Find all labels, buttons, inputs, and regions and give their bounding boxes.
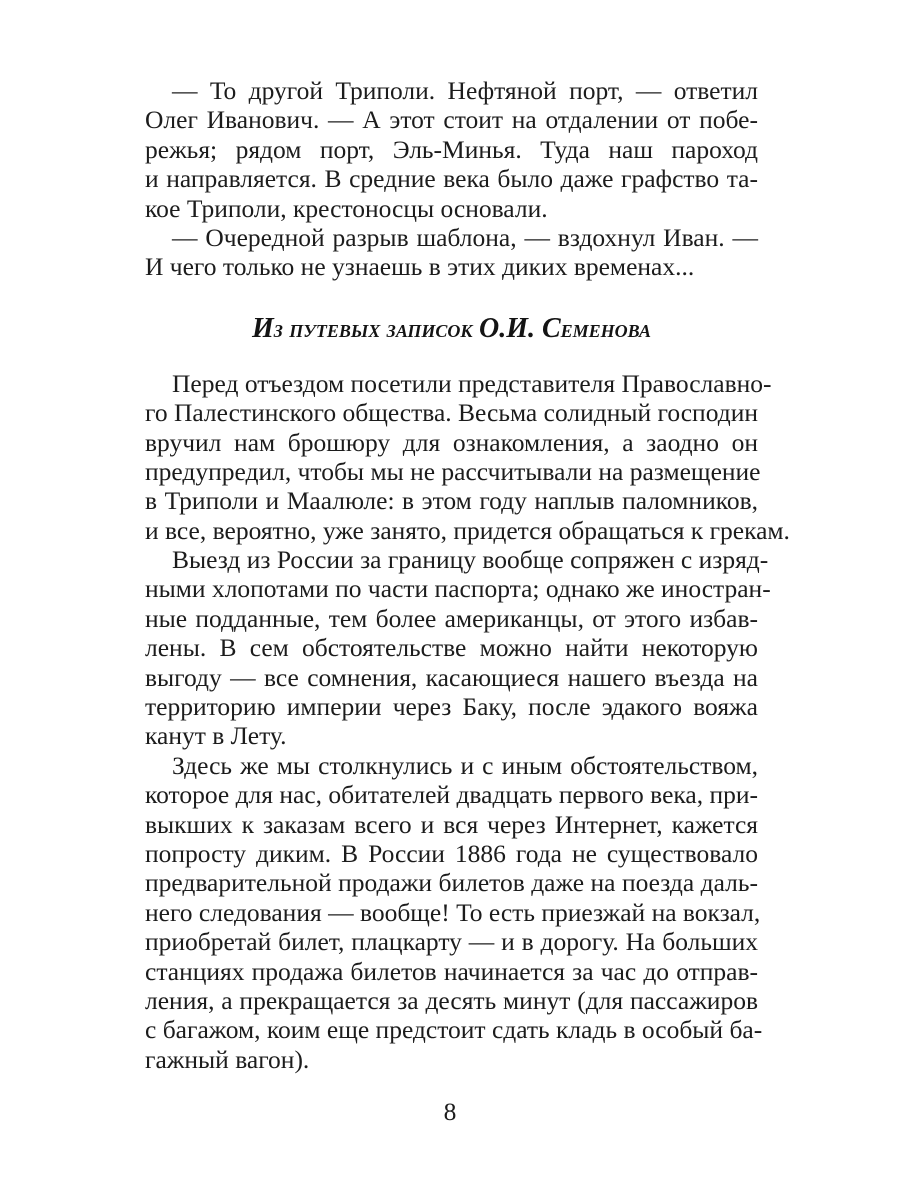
- text-line: ные подданные, тем более американцы, от этого избав-: [145, 603, 758, 633]
- text-line: Выезд из России за границу вообще сопряжен с изряд-: [172, 545, 769, 575]
- paragraph: [145, 368, 790, 545]
- text-line: выкших к заказам всего и вся через Интернет, кажется: [145, 809, 758, 839]
- heading-text: О.И. С: [478, 312, 561, 344]
- text-line: ными хлопотами по части паспорта; однако же иностран-: [145, 574, 771, 604]
- text-line: — Очередной разрыв шаблона, — вздохнул Иван. —: [172, 222, 758, 252]
- text-line: в Триполи и Маалюле: в этом году наплыв паломников,: [145, 486, 758, 516]
- text-line: Здесь же мы столкнулись и с иным обстоятельством,: [172, 750, 758, 780]
- text-line: лены. В сем обстоятельстве можно найти некоторую: [145, 633, 758, 663]
- text-line: кое Триполи, крестоносцы основали.: [145, 193, 548, 223]
- text-line: режья; рядом порт, Эль-Минья. Туда наш пароход: [145, 134, 758, 164]
- text-line: ления, а прекращается за десять минут (для пассажиров: [145, 985, 758, 1015]
- text-line: и все, вероятно, уже занято, придется обращаться к грекам.: [145, 515, 790, 545]
- text-line: канут в Лету.: [145, 721, 287, 751]
- text-line: попросту диким. В России 1886 года не существовало: [145, 838, 758, 868]
- text-line: него следования — вообще! То есть приезжай на вокзал,: [145, 897, 761, 927]
- text-line: — То другой Триполи. Нефтяной порт, — ответил: [172, 76, 758, 105]
- text-line: го Палестинского общества. Весьма солидный господин: [145, 398, 758, 428]
- text-line: которое для нас, обитателей двадцать первого века, при-: [145, 780, 758, 810]
- text-column: [145, 76, 790, 1074]
- text-line: Олег Иванович. — А этот стоит на отдалении от побе-: [145, 105, 758, 135]
- paragraph: [145, 76, 758, 223]
- text-line: выгоду — все сомнения, касающиеся нашего въезда на: [145, 662, 758, 692]
- paragraph: [145, 750, 763, 1074]
- text-line: с багажом, коим еще предстоит сдать кладь в особый ба-: [145, 1015, 763, 1045]
- section-heading: [145, 309, 758, 349]
- text-line: вручил нам брошюру для ознакомления, а заодно он: [145, 427, 758, 457]
- text-line: станциях продажа билетов начинается за час до отправ-: [145, 956, 758, 986]
- text-line: предупредил, чтобы мы не рассчитывали на размещение: [145, 456, 761, 486]
- text-line: предварительной продажи билетов даже на поезда даль-: [145, 868, 758, 898]
- heading-text: еменова: [560, 313, 651, 343]
- paragraph: [145, 223, 758, 282]
- text-line: гажный вагон).: [145, 1044, 310, 1074]
- text-line: И чего только не узнаешь в этих диких временах...: [145, 252, 695, 282]
- text-line: приобретай билет, плацкарту — и в дорогу. На больших: [145, 927, 758, 957]
- text-line: территорию империи через Баку, после эдакого вояжа: [145, 692, 758, 722]
- text-line: и направляется. В средние века было даже графство та-: [145, 164, 758, 194]
- page-number: 8: [443, 1097, 457, 1126]
- paragraph: [145, 545, 771, 751]
- heading-text: И: [251, 312, 274, 344]
- text-line: Перед отъездом посетили представителя Православно-: [172, 368, 772, 398]
- heading-text: з путевых записок: [273, 313, 479, 343]
